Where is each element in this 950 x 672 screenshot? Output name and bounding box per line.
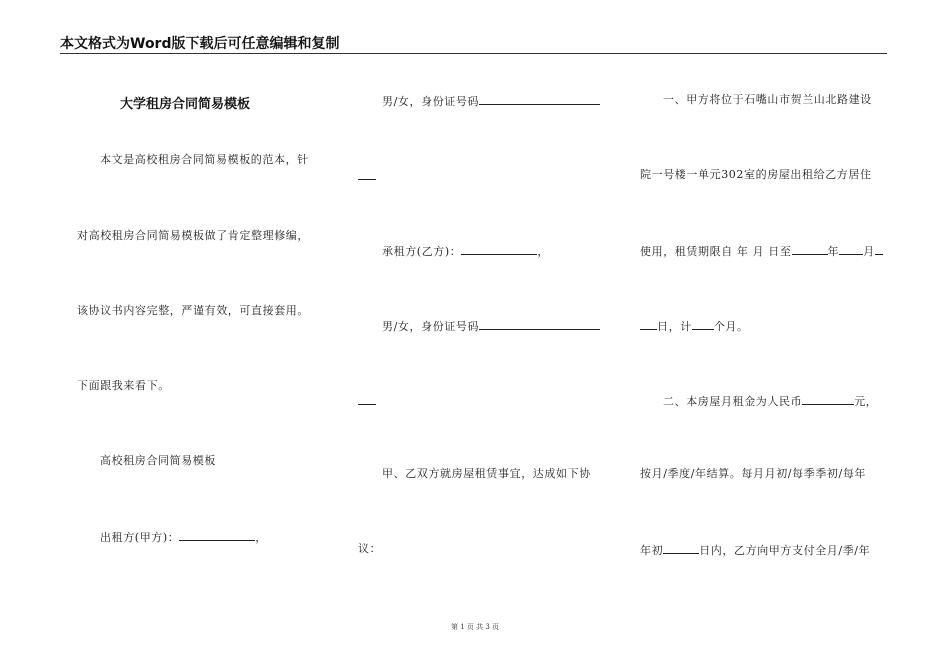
lessor-id-continuation <box>358 168 376 184</box>
clause2-line-1 <box>663 393 877 409</box>
lessee-label: 承租方(乙方)： <box>382 245 462 258</box>
months-unit: 个月。 <box>713 320 749 333</box>
clause1-line-4 <box>640 318 749 334</box>
lessee-id-line <box>382 318 600 334</box>
lessee-name-blank <box>461 243 537 255</box>
intro-line-3: 该协议书内容完整，严谨有效，可直接套用。 <box>77 304 309 317</box>
end-month-blank <box>839 243 863 255</box>
clause1-line-2: 院一号楼一单元302室的房屋出租给乙方居住 <box>640 168 872 181</box>
year-unit: 年 <box>827 245 840 258</box>
download-banner: 本文格式为Word版下载后可任意编辑和复制 <box>60 36 340 52</box>
template-subtitle: 高校租房合同简易模板 <box>100 454 216 467</box>
lessor-id-label: 男/女，身份证号码 <box>382 95 480 108</box>
intro-line-1: 本文是高校租房合同简易模板的范本，针 <box>100 153 309 166</box>
intro-line-2: 对高校租房合同简易模板做了肯定整理修编， <box>77 229 309 242</box>
lessor-line: 出租方(甲方)： ， <box>100 531 267 544</box>
lessor-label: 出租方(甲方)： <box>100 531 180 544</box>
header-divider <box>60 53 887 54</box>
lessor-id-blank <box>479 93 600 105</box>
clause1-line-1: 一、甲方将位于石嘴山市贺兰山北路建设 <box>663 93 872 106</box>
document-title: 大学租房合同简易模板 <box>120 97 251 112</box>
rent-unit: 元， <box>854 395 878 408</box>
day-total-text: 日，计 <box>657 320 692 333</box>
lessor-id-blank-cont <box>358 168 376 180</box>
end-day-blank <box>640 318 657 330</box>
end-year-blank <box>792 243 828 255</box>
lease-start-text: 使用，租赁期限自 年 月 日至 <box>640 245 792 258</box>
lessee-id-blank <box>479 318 600 330</box>
lessee-id-label: 男/女，身份证号码 <box>382 320 480 333</box>
lessor-id-line <box>382 93 600 109</box>
payment-days-blank <box>663 542 699 554</box>
intro-line-4: 下面跟我来看下。 <box>77 379 170 392</box>
agreement-line-2: 议： <box>358 542 382 555</box>
lessee-id-continuation <box>358 393 376 409</box>
lessee-line: 承租方(乙方)： ， <box>382 245 549 258</box>
rent-amount-blank <box>802 393 854 405</box>
page-number: 第 1 页 共 3 页 <box>450 623 500 631</box>
agreement-line-1: 甲、乙双方就房屋租赁事宜，达成如下协 <box>382 467 591 480</box>
clause2-line-2: 按月/季度/年结算。每月月初/每季季初/每年 <box>640 467 867 480</box>
end-day-blank-start <box>875 243 883 255</box>
year-start-text: 年初 <box>640 544 664 557</box>
lessor-name-blank <box>179 529 255 541</box>
month-unit: 月 <box>863 245 875 258</box>
rent-text: 二、本房屋月租金为人民币 <box>663 395 803 408</box>
payment-text: 日内，乙方向甲方支付全月/季/年 <box>699 544 871 557</box>
lessee-id-blank-cont <box>358 393 376 405</box>
clause2-line-3 <box>640 542 870 558</box>
clause1-line-3 <box>640 243 883 259</box>
total-months-blank <box>692 318 714 330</box>
